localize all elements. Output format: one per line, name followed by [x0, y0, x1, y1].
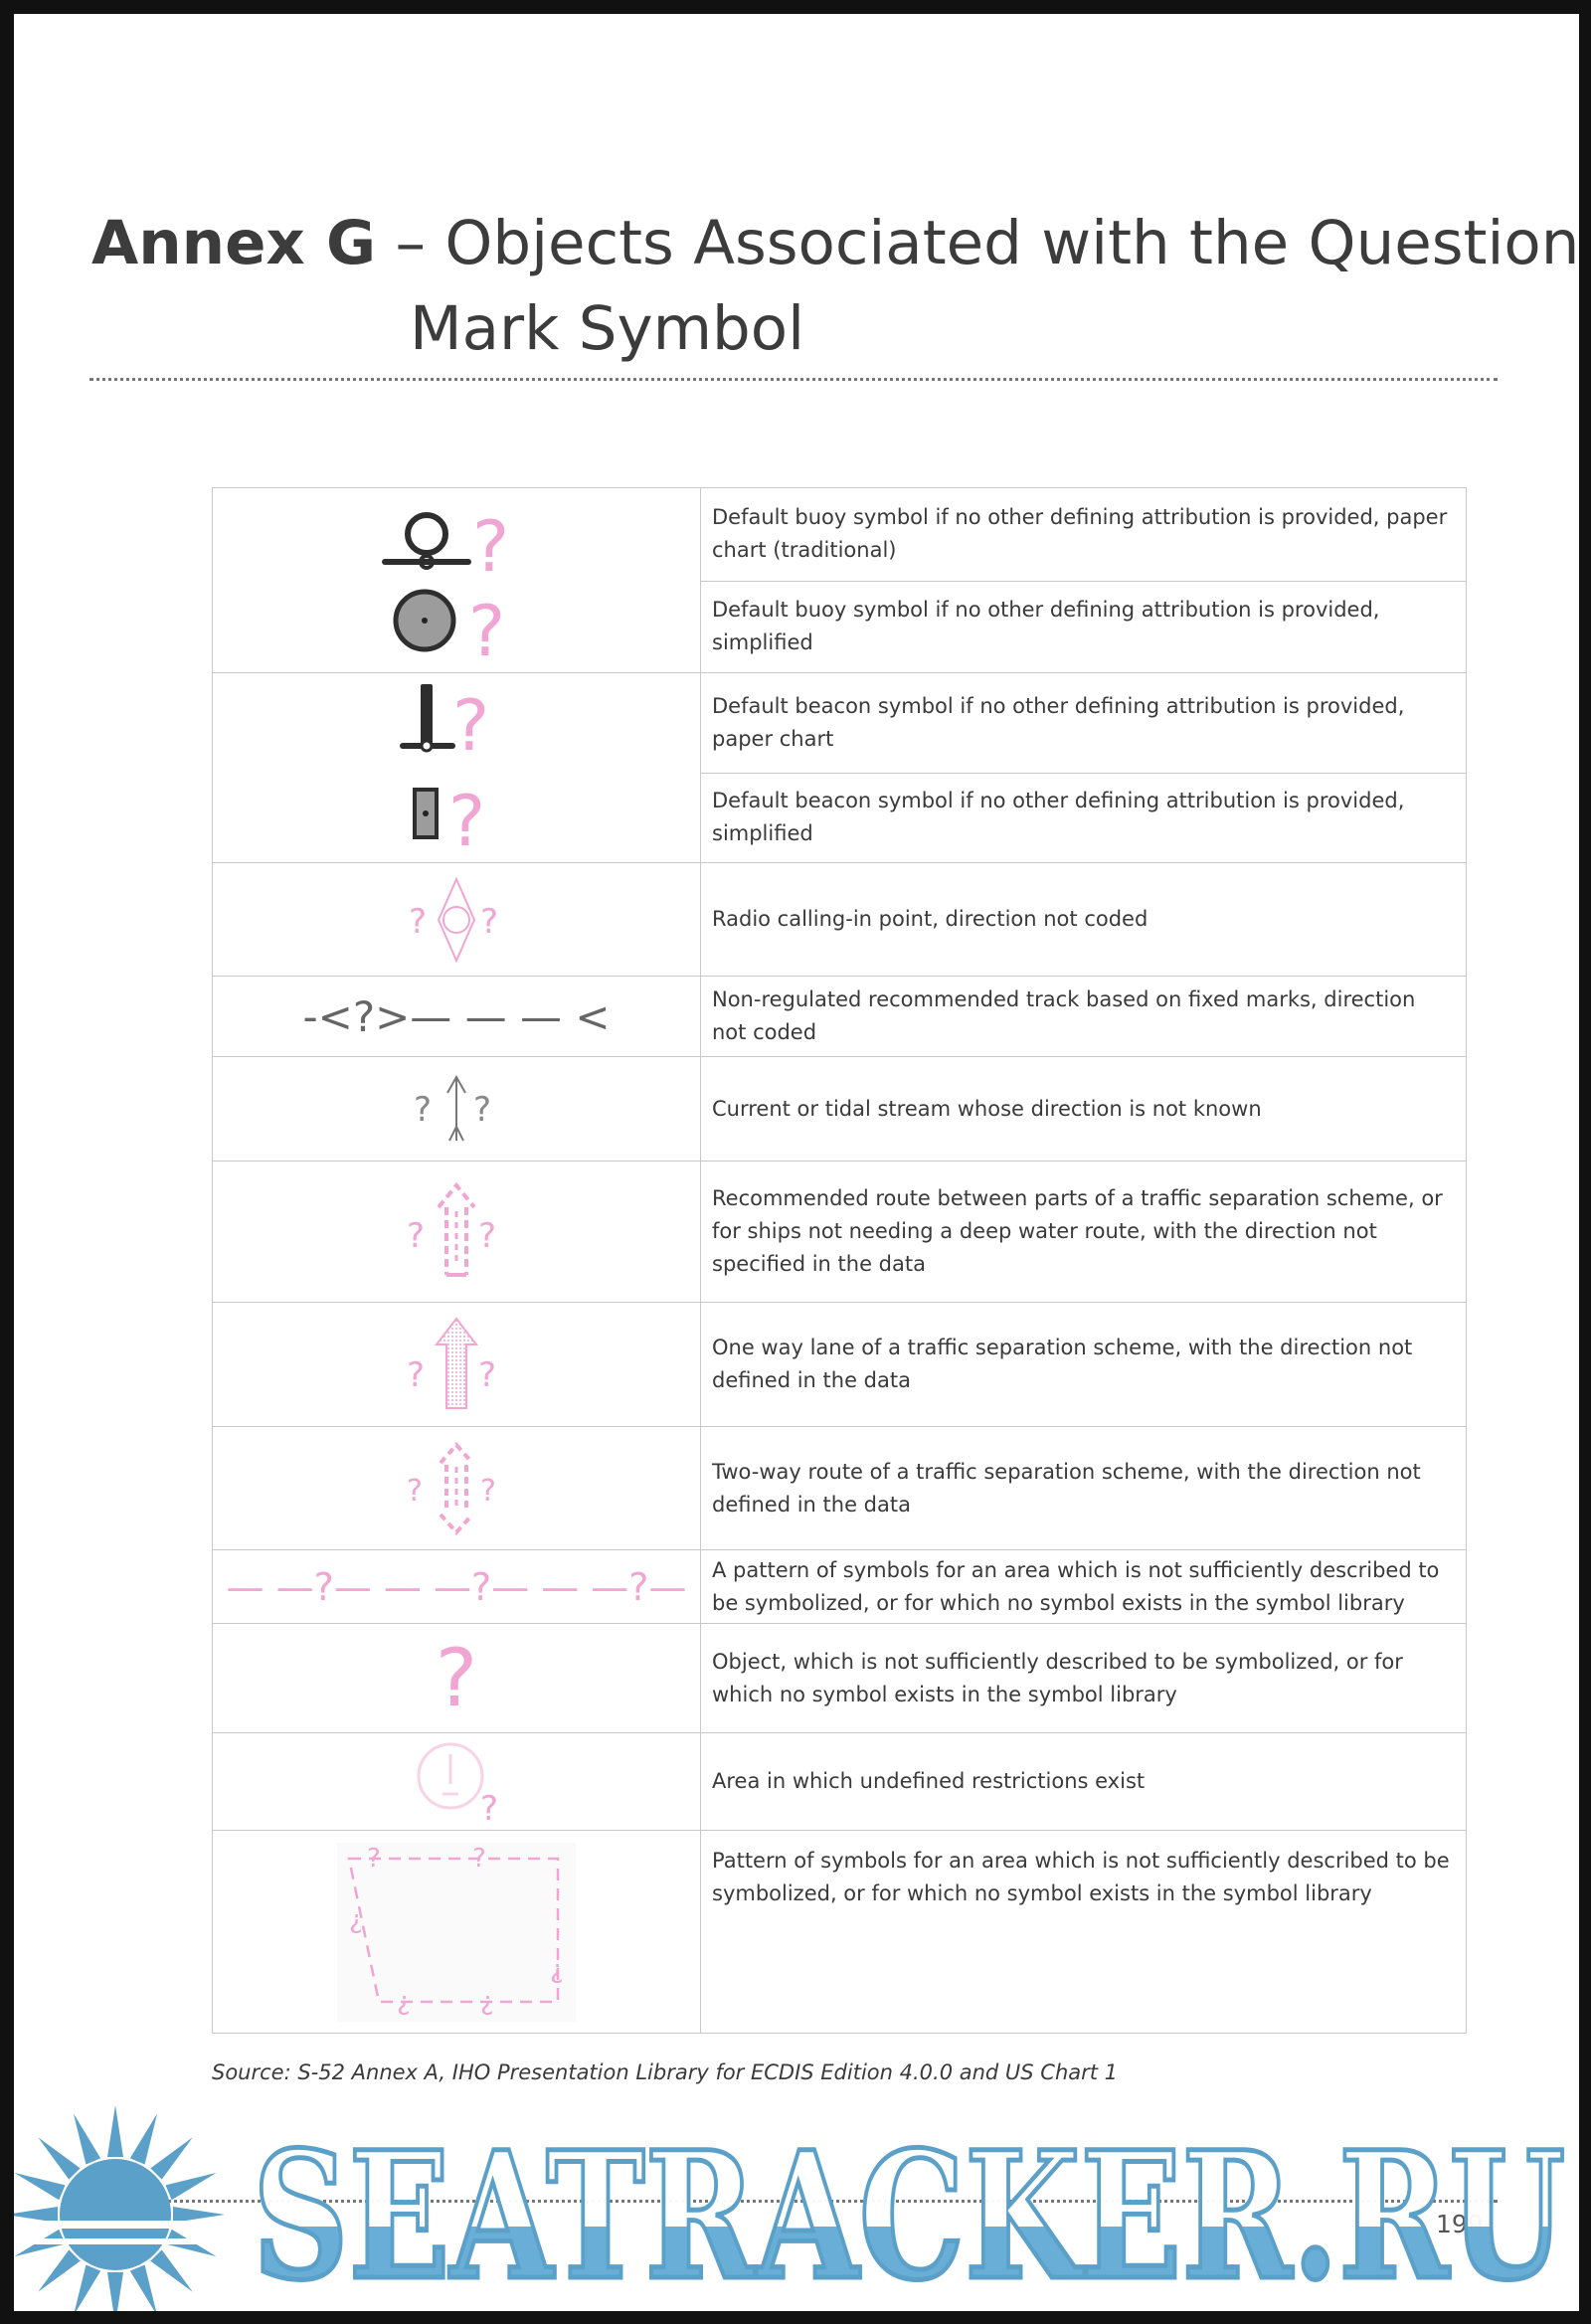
- title-text-line2: Mark Symbol: [410, 293, 805, 364]
- symbol-cell: [213, 977, 701, 1057]
- description-cell: Recommended route between parts of a traffic separation scheme, or for ships not needing a deep water route, with the direction not specified in the data: [701, 1162, 1467, 1303]
- buoy-icons: [377, 496, 536, 665]
- question-mark-icon: ?: [472, 505, 510, 588]
- beacon-icons: [397, 678, 516, 857]
- question-mark-icon: ?: [478, 1355, 497, 1395]
- two-way-route-icon: [407, 1439, 506, 1538]
- symbol-cell: [213, 1057, 701, 1162]
- inverted-question-mark-icon: ¿: [550, 1954, 564, 1985]
- description-cell: Default buoy symbol if no other defining attribution is provided, paper chart (traditional): [701, 488, 1467, 582]
- question-mark-icon: ?: [473, 1090, 492, 1130]
- question-mark-icon: ?: [352, 991, 376, 1041]
- watermark-text: SEATRACKER.RU: [253, 2113, 1565, 2311]
- table-row: [213, 1831, 1467, 2034]
- page-number: 199: [1436, 2210, 1484, 2238]
- question-mark-icon: ?: [452, 685, 490, 767]
- inverted-question-mark-icon: ¿: [480, 1986, 494, 2017]
- track-start-icon: -<: [302, 991, 353, 1041]
- beacon-paper-chart-icon: [403, 684, 452, 751]
- inverted-question-mark-icon: ¿: [397, 1986, 411, 2017]
- question-mark-icon: ?: [367, 1843, 381, 1874]
- description-cell: One way lane of a traffic separation scheme, with the direction not defined in the data: [701, 1303, 1467, 1427]
- symbol-cell: [213, 863, 701, 977]
- description-cell: Default beacon symbol if no other defining attribution is provided, simplified: [701, 773, 1467, 862]
- description-cell: A pattern of symbols for an area which is not sufficiently described to be symbolized, or for which no symbol exists in the symbol library: [701, 1550, 1467, 1624]
- source-note: Source: S-52 Annex A, IHO Presentation Library for ECDIS Edition 4.0.0 and US Chart 1: [212, 2060, 1119, 2084]
- question-mark-icon: ?: [448, 781, 486, 857]
- track-end-icon: >— — — <: [375, 991, 611, 1041]
- undefined-restriction-icon: [407, 1740, 506, 1824]
- table-row: [213, 977, 1467, 1057]
- description-cell: Default buoy symbol if no other defining attribution is provided, simplified: [701, 581, 1467, 673]
- table-row: [213, 673, 1467, 774]
- symbol-cell: [213, 1162, 701, 1303]
- page-title: [91, 201, 1579, 364]
- description-cell: Area in which undefined restrictions exist: [701, 1733, 1467, 1831]
- description-cell: Non-regulated recommended track based on fixed marks, direction not coded: [701, 977, 1467, 1057]
- current-stream-icon: [412, 1069, 501, 1149]
- question-mark-icon: ?: [480, 901, 499, 942]
- table-row: [213, 1550, 1467, 1624]
- beacon-symbols-cell: [213, 673, 701, 863]
- question-mark-icon: ?: [480, 1788, 499, 1824]
- description-cell: Two-way route of a traffic separation scheme, with the direction not defined in the data: [701, 1427, 1467, 1550]
- beacon-simplified-icon: [415, 790, 437, 837]
- question-mark-icon: ?: [478, 1215, 497, 1256]
- question-mark-icon: ?: [435, 1632, 478, 1724]
- area-pattern-boundary-icon: [337, 1843, 576, 2022]
- question-mark-icon: ?: [414, 1090, 433, 1130]
- symbol-cell: [213, 1624, 701, 1733]
- question-mark-icon: ?: [407, 1215, 426, 1256]
- title-text-line1: – Objects Associated with the Question: [376, 208, 1579, 278]
- document-page: [14, 14, 1579, 2311]
- description-cell: Object, which is not sufficiently described to be symbolized, or for which no symbol exists in the symbol library: [701, 1624, 1467, 1733]
- description-cell: Pattern of symbols for an area which is not sufficiently described to be symbolized, or for which no symbol exists in the symbol library: [701, 1831, 1467, 2034]
- description-cell: Radio calling-in point, direction not coded: [701, 863, 1467, 977]
- table-row: [213, 1427, 1467, 1550]
- question-mark-icon: ?: [407, 1473, 423, 1509]
- symbol-cell: [213, 1427, 701, 1550]
- description-cell: Default beacon symbol if no other defining attribution is provided, paper chart: [701, 673, 1467, 774]
- buoy-simplified-icon: [396, 592, 453, 649]
- table-row: [213, 1057, 1467, 1162]
- inverted-question-mark-icon: ¿: [349, 1904, 363, 1935]
- symbol-cell: [213, 1831, 701, 2034]
- buoy-symbols-cell: [213, 488, 701, 673]
- question-mark-icon: ?: [468, 590, 506, 665]
- table-row: [213, 1624, 1467, 1733]
- question-mark-icon: ?: [472, 1843, 486, 1874]
- symbol-cell: [213, 1733, 701, 1831]
- symbol-table: [212, 487, 1467, 2034]
- description-cell: Current or tidal stream whose direction is not known: [701, 1057, 1467, 1162]
- table-row: [213, 863, 1467, 977]
- question-mark-icon: ?: [480, 1473, 496, 1509]
- question-mark-icon: ?: [407, 1355, 426, 1395]
- symbol-cell: [213, 1303, 701, 1427]
- title-annex-label: Annex G: [91, 208, 377, 278]
- area-pattern-line-icon: — —?— — —?— — —?—: [226, 1564, 687, 1609]
- table-row: [213, 1162, 1467, 1303]
- one-way-lane-icon: [407, 1315, 506, 1414]
- table-row: [213, 1733, 1467, 1831]
- sun-logo-icon: [14, 2105, 235, 2311]
- table-row: [213, 1303, 1467, 1427]
- question-mark-icon: ?: [409, 901, 428, 942]
- watermark-logo: [14, 2090, 1579, 2311]
- buoy-paper-chart-icon: [385, 515, 468, 568]
- symbol-cell: [213, 1550, 701, 1624]
- title-divider: [89, 378, 1498, 381]
- table-row: [213, 488, 1467, 582]
- radio-calling-in-point-icon: [407, 875, 506, 965]
- recommended-route-icon: [407, 1177, 506, 1287]
